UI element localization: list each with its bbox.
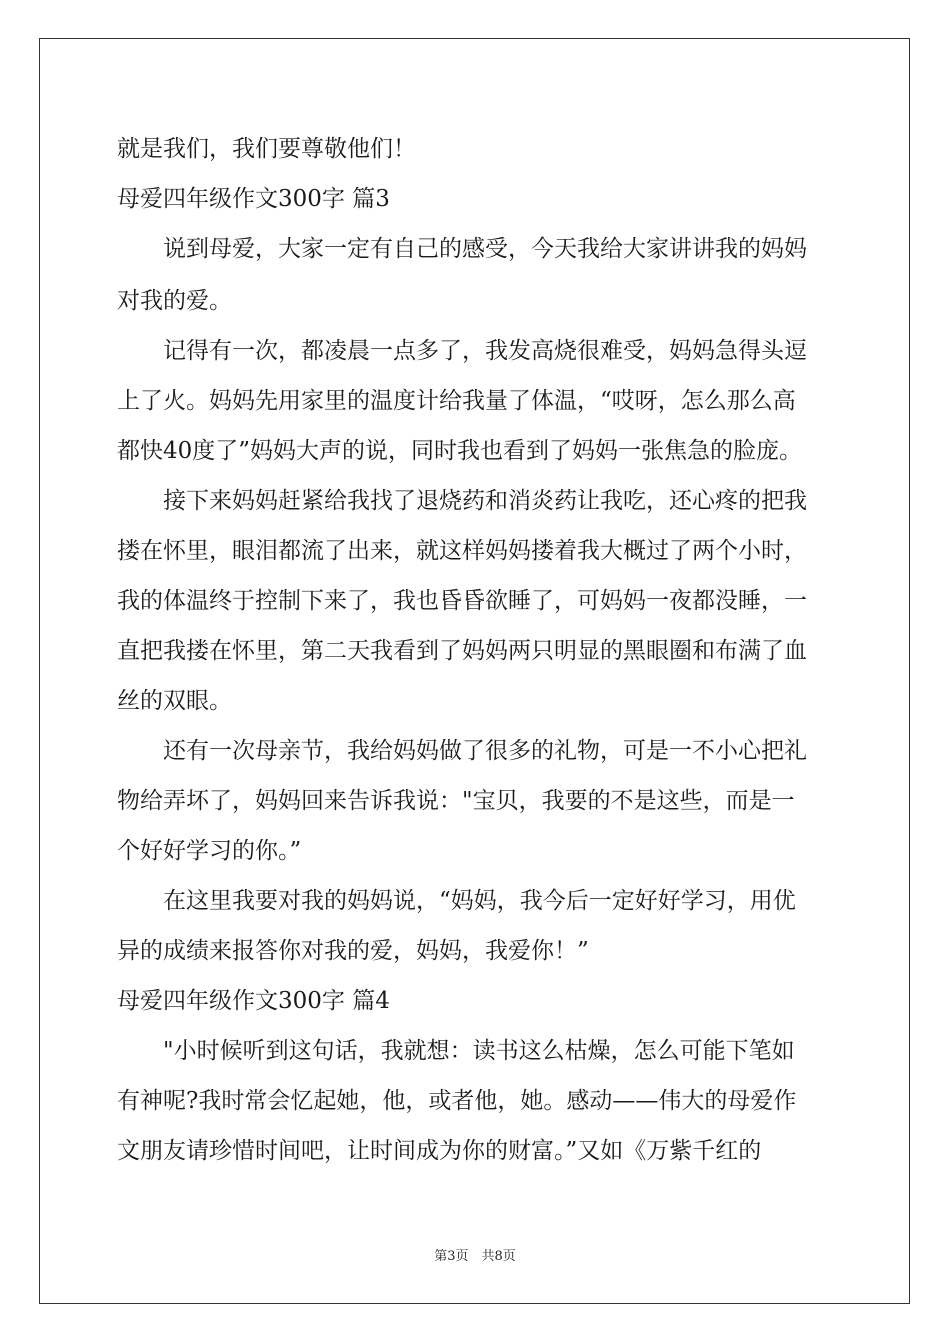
page-footer: 第3页 共8页 <box>434 1249 516 1264</box>
text-line: 物给弄坏了，妈妈回来告诉我说："宝贝，我要的不是这些，而是一 <box>117 788 795 814</box>
text-line: 上了火。妈妈先用家里的温度计给我量了体温，“哎呀，怎么那么高 <box>117 388 796 414</box>
text-line: 搂在怀里，眼泪都流了出来，就这样妈妈搂着我大概过了两个小时， <box>117 538 807 564</box>
text-line: 我的体温终于控制下来了，我也昏昏欲睡了，可妈妈一夜都没睡，一 <box>117 588 807 614</box>
text-line: 在这里我要对我的妈妈说，“妈妈，我今后一定好好学习，用优 <box>163 888 796 914</box>
text-line: 直把我搂在怀里，第二天我看到了妈妈两只明显的黑眼圈和布满了血 <box>117 638 807 664</box>
text-line: 接下来妈妈赶紧给我找了退烧药和消炎药让我吃，还心疼的把我 <box>163 488 807 514</box>
text-line: 文朋友请珍惜时间吧，让时间成为你的财富。”又如《万紫千红的 <box>117 1138 762 1164</box>
text-line: "小时候听到这句话，我就想：读书这么枯燥，怎么可能下笔如 <box>163 1038 795 1064</box>
section-heading: 母爱四年级作文300字 篇3 <box>117 186 390 212</box>
text-line: 异的成绩来报答你对我的爱，妈妈，我爱你！” <box>117 938 589 964</box>
text-line: 说到母爱，大家一定有自己的感受，今天我给大家讲讲我的妈妈 <box>163 236 807 262</box>
section-heading: 母爱四年级作文300字 篇4 <box>117 988 390 1014</box>
text-line: 还有一次母亲节，我给妈妈做了很多的礼物，可是一不小心把礼 <box>163 738 807 764</box>
text-line: 都快40度了”妈妈大声的说，同时我也看到了妈妈一张焦急的脸庞。 <box>117 438 803 464</box>
text-line: 丝的双眼。 <box>117 688 232 714</box>
text-line: 对我的爱。 <box>117 288 232 314</box>
text-line: 个好好学习的你。” <box>117 838 302 864</box>
text-line: 有神呢?我时常会忆起她，他，或者他，她。感动——伟大的母爱作 <box>117 1088 797 1114</box>
text-line: 就是我们，我们要尊敬他们！ <box>117 136 416 162</box>
text-line: 记得有一次，都凌晨一点多了，我发高烧很难受，妈妈急得头逗 <box>163 338 807 364</box>
